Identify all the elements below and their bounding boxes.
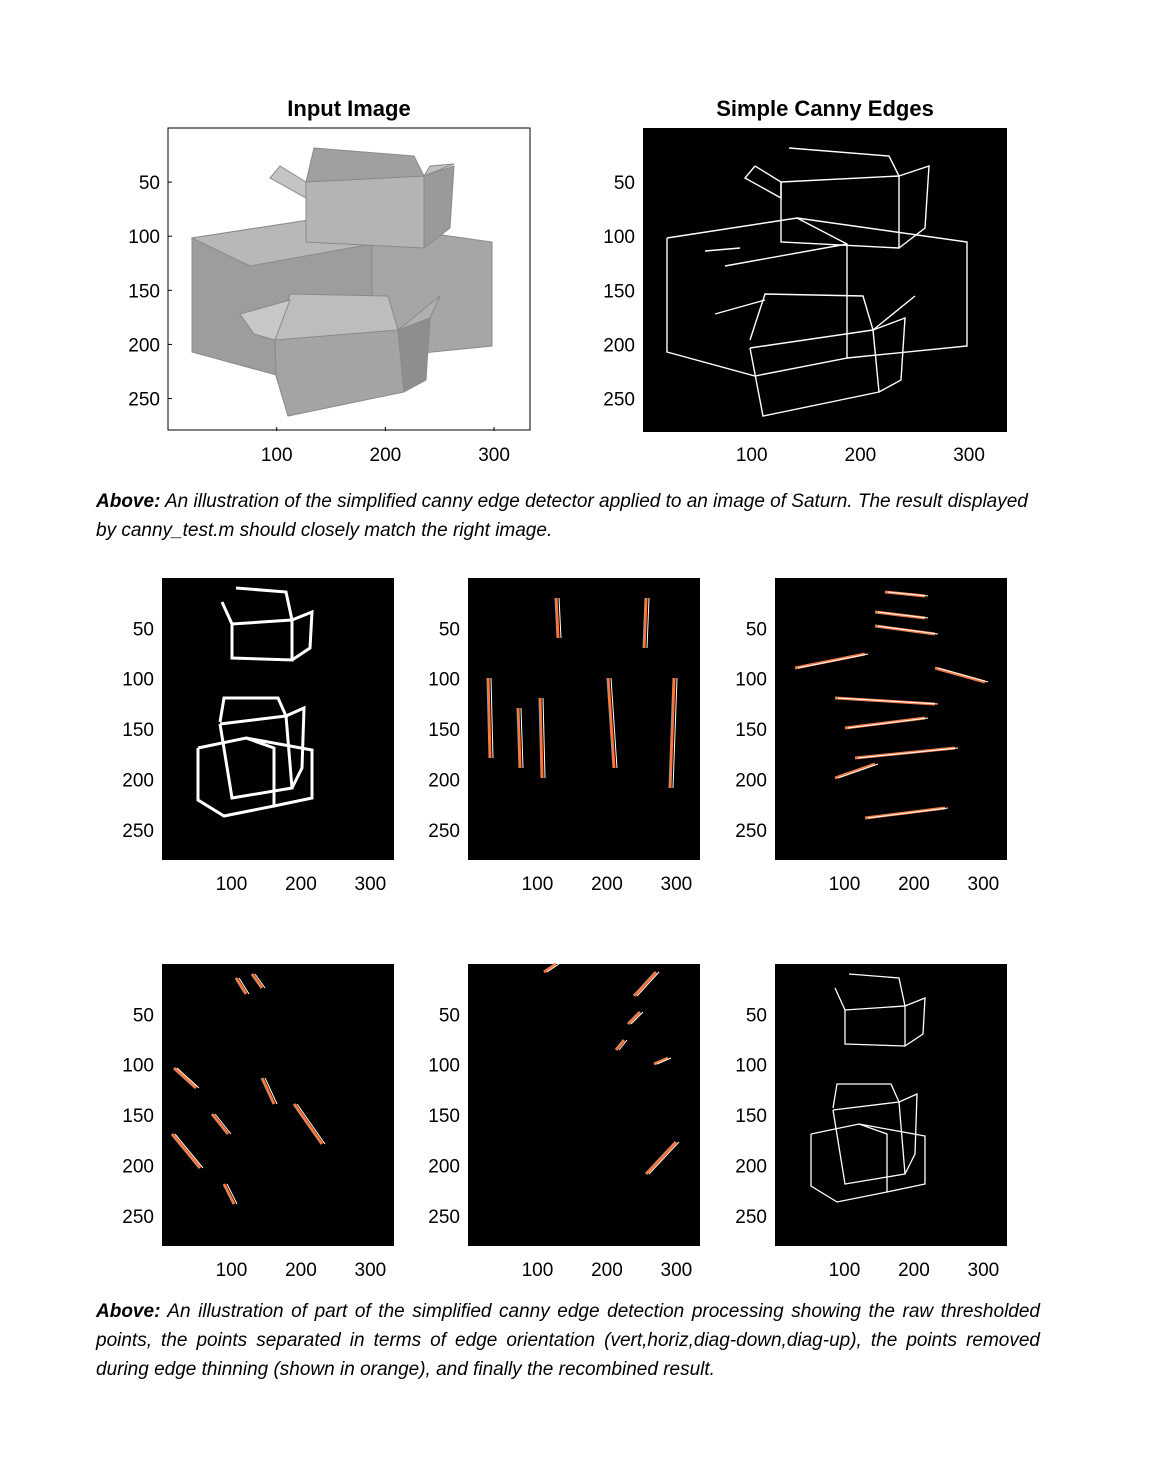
panel-diag-down-y-tick-label: 150	[122, 1106, 154, 1128]
edges-y-tick-label: 50	[613, 173, 635, 195]
input-image-plot	[100, 126, 540, 476]
input-image-figure	[100, 126, 540, 476]
caption-bottom	[96, 1297, 1040, 1384]
panel-horizontal-x-tick-label: 300	[967, 874, 1000, 895]
panel-diag-down-figure	[100, 962, 400, 1282]
panel-diag-down-y-tick-label: 50	[132, 1005, 154, 1027]
panel-diag-down-y-tick-label: 250	[122, 1206, 154, 1228]
panel-horizontal	[713, 576, 1013, 896]
panel-diag-down-image	[162, 964, 394, 1246]
panel-diag-down-y-tick-label: 100	[122, 1055, 154, 1077]
panel-diag-up-image	[468, 964, 700, 1246]
input-y-tick-label: 50	[138, 173, 160, 195]
panel-thresholded-y-tick-label: 200	[122, 770, 154, 792]
panel-recombined-y-tick-label: 250	[735, 1206, 767, 1228]
panel-vertical-removed-point	[644, 598, 646, 648]
input-y-tick-label: 100	[128, 227, 160, 249]
panel-thresholded-figure	[100, 576, 400, 896]
caption-bottom-lead: Above:	[96, 1301, 161, 1322]
panel-horizontal-y-tick-label: 50	[745, 619, 767, 641]
input-image-title: Input Image	[287, 96, 411, 121]
panel-horizontal-figure	[713, 576, 1013, 896]
caption-top-text: An illustration of the simplified canny edge detector applied to an image of Saturn. The result displayed by canny_test.m should closely match the right image.	[96, 491, 1028, 541]
input-x-tick-label: 100	[260, 445, 293, 466]
panel-vertical-x-tick-label: 200	[591, 874, 623, 895]
input-y-tick-label: 250	[128, 389, 160, 411]
panel-horizontal-x-tick-label: 200	[898, 874, 930, 895]
panel-vertical-y-tick-label: 100	[428, 669, 460, 691]
panel-diag-down	[100, 962, 400, 1282]
edges-y-tick-label: 100	[603, 227, 635, 249]
panel-diag-down-x-tick-label: 100	[215, 1260, 248, 1281]
edges-x-tick-label: 300	[953, 445, 985, 466]
panel-diag-up	[406, 962, 706, 1282]
panel-diag-down-y-tick-label: 200	[122, 1156, 154, 1178]
panel-vertical	[406, 576, 706, 896]
panel-diag-up-x-tick-label: 300	[660, 1260, 693, 1281]
panel-diag-down-x-tick-label: 300	[354, 1260, 387, 1281]
panel-recombined-x-tick-label: 300	[967, 1260, 1000, 1281]
canny-edges-title: Simple Canny Edges	[716, 96, 934, 121]
panel-thresholded-y-tick-label: 50	[132, 619, 154, 641]
edges-x-tick-label: 100	[735, 445, 768, 466]
panel-diag-up-y-tick-label: 100	[428, 1055, 460, 1077]
canny-edges-plot	[575, 126, 1015, 476]
panel-recombined	[713, 962, 1013, 1282]
panel-thresholded-x-tick-label: 300	[354, 874, 387, 895]
panel-diag-down-x-tick-label: 200	[285, 1260, 317, 1281]
panel-vertical-removed-point	[540, 698, 542, 778]
panel-thresholded-y-tick-label: 250	[122, 820, 154, 842]
panel-recombined-figure	[713, 962, 1013, 1282]
panel-vertical-removed-point	[488, 678, 490, 758]
panel-vertical-y-tick-label: 250	[428, 820, 460, 842]
panel-vertical-x-tick-label: 100	[521, 874, 554, 895]
panel-vertical-removed-point	[518, 708, 520, 768]
panel-thresholded-y-tick-label: 100	[122, 669, 154, 691]
input-y-tick-label: 200	[128, 335, 160, 357]
panel-horizontal-y-tick-label: 200	[735, 770, 767, 792]
panel-diag-up-figure	[406, 962, 706, 1282]
panel-diag-up-x-tick-label: 200	[591, 1260, 623, 1281]
panel-vertical-y-tick-label: 200	[428, 770, 460, 792]
edges-x-tick-label: 200	[844, 445, 877, 466]
caption-top	[96, 487, 1040, 545]
caption-bottom-text: An illustration of part of the simplified canny edge detection processing showing the raw thresholded points, the points separated in terms of edge orientation (vert,horiz,diag-down,diag-up), the points removed during edge thinning (shown in orange), and finally the recombined result.	[96, 1301, 1040, 1380]
panel-diag-up-y-tick-label: 200	[428, 1156, 460, 1178]
panel-diag-up-y-tick-label: 150	[428, 1106, 460, 1128]
panel-vertical-y-tick-label: 50	[438, 619, 460, 641]
panel-thresholded-y-tick-label: 150	[122, 720, 154, 742]
panel-recombined-x-tick-label: 200	[898, 1260, 930, 1281]
panel-vertical-removed-point	[556, 598, 558, 638]
panel-recombined-y-tick-label: 200	[735, 1156, 767, 1178]
panel-horizontal-y-tick-label: 100	[735, 669, 767, 691]
panel-horizontal-image	[775, 578, 1007, 860]
edges-y-tick-label: 200	[603, 335, 635, 357]
panel-thresholded-x-tick-label: 100	[215, 874, 248, 895]
canny-edges-figure	[575, 126, 1015, 476]
panel-horizontal-x-tick-label: 100	[828, 874, 861, 895]
panel-vertical-x-tick-label: 300	[660, 874, 693, 895]
panel-recombined-y-tick-label: 150	[735, 1106, 767, 1128]
input-x-tick-label: 200	[369, 445, 402, 466]
panel-vertical-figure	[406, 576, 706, 896]
panel-vertical-image	[468, 578, 700, 860]
panel-diag-up-y-tick-label: 50	[438, 1005, 460, 1027]
panel-recombined-y-tick-label: 100	[735, 1055, 767, 1077]
panel-diag-up-x-tick-label: 100	[521, 1260, 554, 1281]
panel-thresholded-x-tick-label: 200	[285, 874, 317, 895]
panel-horizontal-y-tick-label: 250	[735, 820, 767, 842]
input-x-tick-label: 300	[478, 445, 510, 466]
panel-horizontal-y-tick-label: 150	[735, 720, 767, 742]
panel-recombined-x-tick-label: 100	[828, 1260, 861, 1281]
input-y-tick-label: 150	[128, 281, 160, 303]
caption-top-lead: Above:	[96, 491, 161, 512]
edges-y-tick-label: 250	[603, 389, 635, 411]
panel-vertical-y-tick-label: 150	[428, 720, 460, 742]
edges-y-tick-label: 150	[603, 281, 635, 303]
panel-thresholded	[100, 576, 400, 896]
panel-recombined-y-tick-label: 50	[745, 1005, 767, 1027]
panel-diag-up-y-tick-label: 250	[428, 1206, 460, 1228]
